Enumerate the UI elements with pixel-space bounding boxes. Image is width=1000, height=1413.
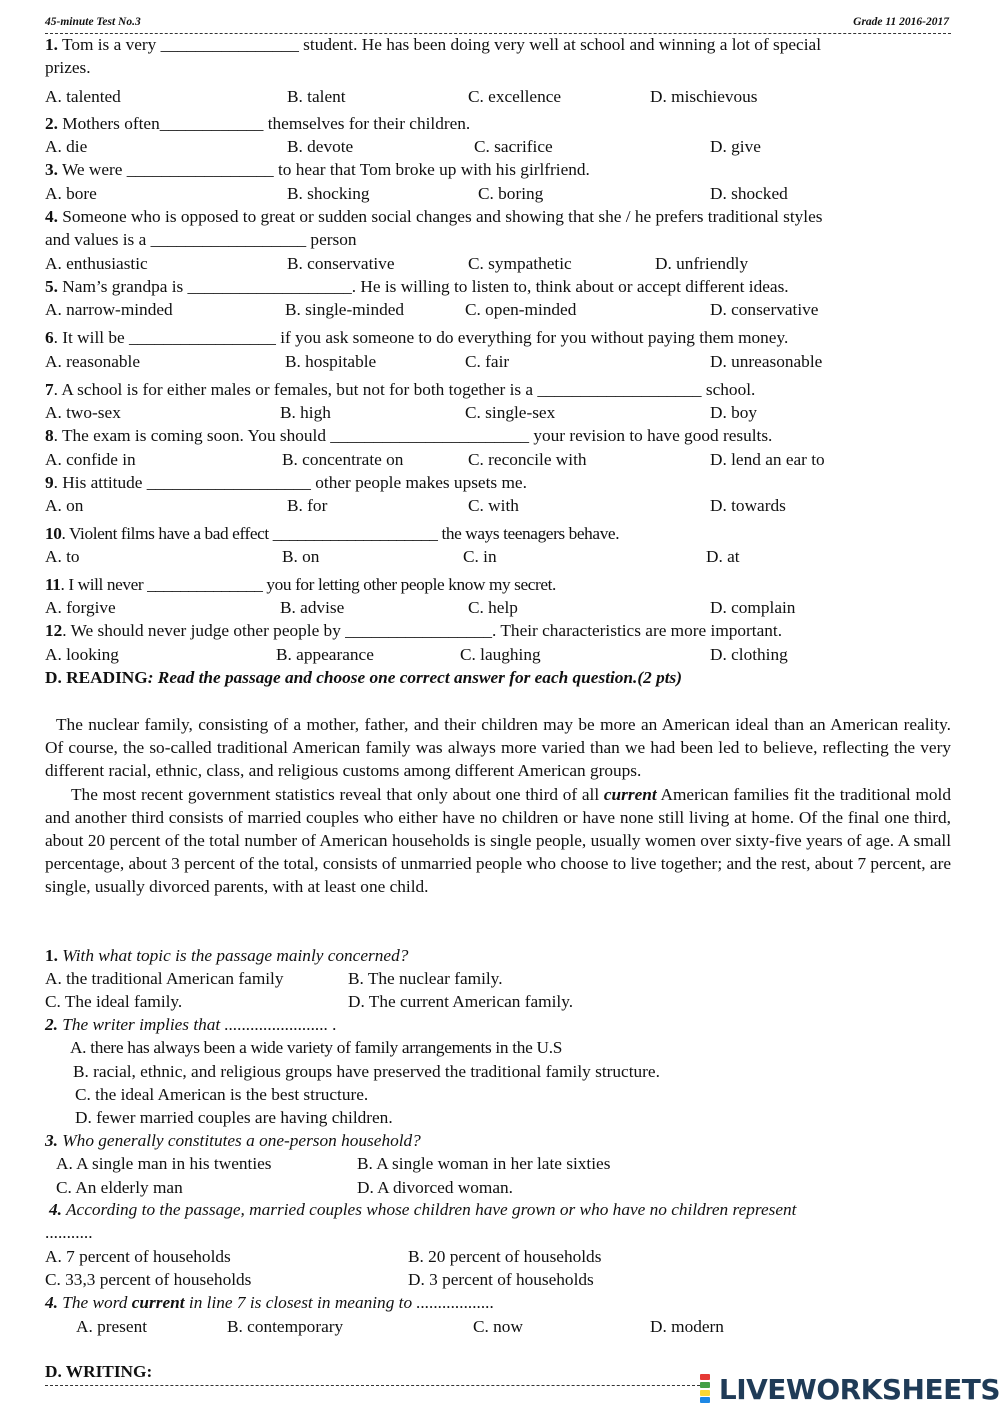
- reading-question-1: 1. With what topic is the passage mainly concerned?: [45, 946, 409, 965]
- question-9-stem: 9. His attitude ___________________ other people makes upsets me.: [45, 473, 527, 492]
- question-4-stem-cont: and values is a __________________ person: [45, 230, 357, 249]
- reading-question-4-cont: ...........: [45, 1223, 93, 1242]
- reading-q5-option-b[interactable]: B. contemporary: [227, 1317, 344, 1336]
- question-12-option-a[interactable]: A. looking: [45, 645, 119, 664]
- footer-divider: [45, 1385, 700, 1386]
- reading-q2-option-b[interactable]: B. racial, ethnic, and religious groups have preserved the traditional family structure.: [73, 1062, 660, 1081]
- question-11-option-d[interactable]: D. complain: [710, 598, 796, 617]
- question-2-option-d[interactable]: D. give: [710, 137, 761, 156]
- reading-q3-option-c[interactable]: C. An elderly man: [56, 1178, 183, 1197]
- reading-q5-option-a[interactable]: A. present: [76, 1317, 148, 1336]
- question-10-option-a[interactable]: A. to: [45, 547, 80, 566]
- reading-question-3: 3. Who generally constitutes a one-person household?: [45, 1131, 421, 1150]
- brand-name: LIVEWORKSHEETS: [718, 1372, 1000, 1406]
- question-9-option-c[interactable]: C. with: [468, 496, 519, 515]
- reading-q4-option-c[interactable]: C. 33,3 percent of households: [45, 1270, 252, 1289]
- liveworksheets-logo[interactable]: [700, 1372, 1000, 1406]
- question-11-option-a[interactable]: A. forgive: [45, 598, 116, 617]
- question-1-option-a[interactable]: A. talented: [45, 87, 121, 106]
- question-7-option-d[interactable]: D. boy: [710, 403, 758, 422]
- question-1-option-c[interactable]: C. excellence: [468, 87, 562, 106]
- grade-year: Grade 11 2016-2017: [853, 16, 949, 28]
- question-2-stem: 2. Mothers often____________ themselves for their children.: [45, 114, 471, 133]
- page-header: [45, 13, 951, 34]
- question-5-option-c[interactable]: C. open-minded: [465, 300, 577, 319]
- reading-q5-option-c[interactable]: C. now: [473, 1317, 523, 1336]
- question-10-option-d[interactable]: D. at: [706, 547, 740, 566]
- reading-q2-option-a[interactable]: A. there has always been a wide variety of family arrangements in the U.S: [70, 1038, 563, 1057]
- question-7-option-a[interactable]: A. two-sex: [45, 403, 121, 422]
- question-3-option-d[interactable]: D. shocked: [710, 184, 788, 203]
- reading-q3-option-b[interactable]: B. A single woman in her late sixties: [357, 1154, 611, 1173]
- question-10-option-b[interactable]: B. on: [282, 547, 320, 566]
- question-5-option-b[interactable]: B. single-minded: [285, 300, 405, 319]
- question-10-stem: 10. Violent films have a bad effect ____________________ the ways teenagers behave.: [45, 524, 620, 543]
- question-6-option-d[interactable]: D. unreasonable: [710, 352, 823, 371]
- question-4-option-d[interactable]: D. unfriendly: [655, 254, 749, 273]
- test-title: 45-minute Test No.3: [45, 16, 141, 28]
- question-3-option-b[interactable]: B. shocking: [287, 184, 370, 203]
- keyword-current: current: [603, 784, 657, 804]
- question-8-option-a[interactable]: A. confide in: [45, 450, 136, 469]
- question-9-option-a[interactable]: A. on: [45, 496, 84, 515]
- question-8-option-c[interactable]: C. reconcile with: [468, 450, 587, 469]
- reading-q2-option-d[interactable]: D. fewer married couples are having children.: [75, 1108, 393, 1127]
- question-10-option-c[interactable]: C. in: [463, 547, 497, 566]
- question-12-option-b[interactable]: B. appearance: [276, 645, 374, 664]
- liveworksheets-icon: [700, 1374, 717, 1404]
- question-8-option-b[interactable]: B. concentrate on: [282, 450, 404, 469]
- question-12-stem: 12. We should never judge other people by _________________. Their characteristics are more important.: [45, 621, 783, 640]
- question-7-option-b[interactable]: B. high: [280, 403, 331, 422]
- question-5-option-a[interactable]: A. narrow-minded: [45, 300, 173, 319]
- reading-section-heading: D. READING: Read the passage and choose one correct answer for each question.(2 pts): [45, 668, 683, 687]
- reading-q1-option-c[interactable]: C. The ideal family.: [45, 992, 183, 1011]
- reading-q3-option-a[interactable]: A. A single man in his twenties: [56, 1154, 272, 1173]
- question-4-option-b[interactable]: B. conservative: [287, 254, 395, 273]
- question-6-stem: 6. It will be _________________ if you ask someone to do everything for you without paying them money.: [45, 328, 789, 347]
- question-3-stem: 3. We were _________________ to hear that Tom broke up with his girlfriend.: [45, 160, 590, 179]
- passage-paragraph-2: The most recent government statistics reveal that only about one third of all current American families fit the traditional mold and another third consists of married couples who either have no children or have none still living at home. Of the final one third, about 20 percent of the total number of American households is single people, usually women over sixty-five years of age. A small percentage, about 3 percent of the total, consists of unmarried people who choose to live together; and the rest, about 7 percent, are single, usually divorced parents, with at least one child.: [45, 784, 952, 897]
- question-2-option-c[interactable]: C. sacrifice: [474, 137, 553, 156]
- question-3-option-a[interactable]: A. bore: [45, 184, 97, 203]
- question-4-option-a[interactable]: A. enthusiastic: [45, 254, 148, 273]
- question-6-option-a[interactable]: A. reasonable: [45, 352, 141, 371]
- reading-q4-option-d[interactable]: D. 3 percent of households: [408, 1270, 594, 1289]
- question-6-option-b[interactable]: B. hospitable: [285, 352, 377, 371]
- question-9-option-b[interactable]: B. for: [287, 496, 328, 515]
- question-1-stem: 1. Tom is a very ________________ student. He has been doing very well at school and winning a lot of special: [45, 35, 822, 54]
- reading-question-2: 2. The writer implies that ........................ .: [45, 1015, 337, 1034]
- question-4-stem: 4. Someone who is opposed to great or sudden social changes and showing that she / he prefers traditional styles: [45, 207, 823, 226]
- question-5-stem: 5. Nam’s grandpa is ___________________. He is willing to listen to, think about or accept different ideas.: [45, 277, 789, 296]
- question-3-option-c[interactable]: C. boring: [478, 184, 544, 203]
- question-11-option-c[interactable]: C. help: [468, 598, 518, 617]
- question-12-option-d[interactable]: D. clothing: [710, 645, 788, 664]
- question-5-option-d[interactable]: D. conservative: [710, 300, 819, 319]
- question-11-option-b[interactable]: B. advise: [280, 598, 345, 617]
- reading-q4-option-a[interactable]: A. 7 percent of households: [45, 1247, 231, 1266]
- reading-q2-option-c[interactable]: C. the ideal American is the best structure.: [75, 1085, 369, 1104]
- question-8-option-d[interactable]: D. lend an ear to: [710, 450, 825, 469]
- reading-q1-option-d[interactable]: D. The current American family.: [348, 992, 574, 1011]
- question-2-option-a[interactable]: A. die: [45, 137, 88, 156]
- question-7-option-c[interactable]: C. single-sex: [465, 403, 556, 422]
- question-6-option-c[interactable]: C. fair: [465, 352, 510, 371]
- question-8-stem: 8. The exam is coming soon. You should _______________________ your revision to have good results.: [45, 426, 773, 445]
- reading-question-4: 4. According to the passage, married couples whose children have grown or who have no children represent: [49, 1200, 797, 1219]
- reading-q3-option-d[interactable]: D. A divorced woman.: [357, 1178, 513, 1197]
- question-4-option-c[interactable]: C. sympathetic: [468, 254, 572, 273]
- reading-q5-option-d[interactable]: D. modern: [650, 1317, 724, 1336]
- question-1-option-d[interactable]: D. mischievous: [650, 87, 758, 106]
- passage-paragraph-1: The nuclear family, consisting of a mother, father, and their children may be more an American ideal than an American reality. Of course, the so-called traditional American family was always more varied than we had been led to believe, reflecting the very different racial, ethnic, class, and religious customs among different American groups.: [45, 715, 951, 781]
- reading-q1-option-a[interactable]: A. the traditional American family: [45, 969, 284, 988]
- reading-q4-option-b[interactable]: B. 20 percent of households: [408, 1247, 602, 1266]
- question-7-stem: 7. A school is for either males or females, but not for both together is a ___________________ school.: [45, 380, 756, 399]
- question-9-option-d[interactable]: D. towards: [710, 496, 786, 515]
- question-12-option-c[interactable]: C. laughing: [460, 645, 541, 664]
- question-1-option-b[interactable]: B. talent: [287, 87, 346, 106]
- question-11-stem: 11. I will never ______________ you for letting other people know my secret.: [45, 575, 556, 594]
- question-2-option-b[interactable]: B. devote: [287, 137, 354, 156]
- writing-section-heading: D. WRITING:: [45, 1362, 153, 1381]
- reading-q1-option-b[interactable]: B. The nuclear family.: [348, 969, 503, 988]
- reading-question-5: 4. The word current in line 7 is closest in meaning to ..................: [45, 1293, 495, 1312]
- reading-passage: [45, 713, 951, 899]
- question-1-stem-cont: prizes.: [45, 58, 91, 77]
